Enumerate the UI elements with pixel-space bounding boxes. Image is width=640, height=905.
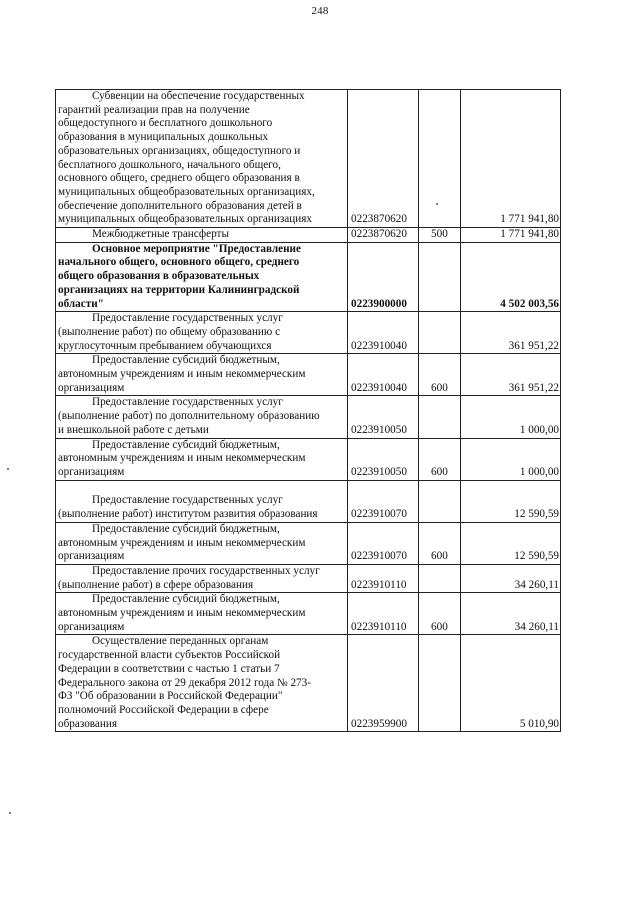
row-name bbox=[56, 522, 348, 564]
row-amount: 34 260,11 bbox=[461, 593, 561, 635]
row-name-line: Предоставление государственных услуг bbox=[92, 494, 283, 507]
row-name bbox=[56, 480, 348, 522]
row-expense-type: 600 bbox=[419, 354, 461, 396]
row-name-line: Предоставление субсидий бюджетным, bbox=[92, 438, 280, 451]
row-name-line: основного общего, среднего общего образования в bbox=[58, 172, 300, 185]
row-name bbox=[56, 396, 348, 438]
row-expense-type bbox=[419, 90, 461, 228]
row-name-line: начального общего, основного общего, среднего bbox=[58, 256, 300, 269]
row-name-line: (выполнение работ) по общему образованию с bbox=[58, 325, 281, 338]
row-name-line: (выполнение работ) по дополнительному образованию bbox=[58, 410, 320, 423]
budget-row bbox=[56, 228, 561, 243]
scan-speck bbox=[9, 812, 11, 814]
row-name-line: ФЗ "Об образовании в Российской Федерации" bbox=[58, 690, 283, 703]
row-name-line: муниципальных общеобразовательных организациях bbox=[58, 213, 312, 226]
row-name-line: Предоставление государственных услуг bbox=[92, 312, 283, 325]
row-name-line: Предоставление субсидий бюджетным, bbox=[92, 522, 280, 535]
row-expense-type: 600 bbox=[419, 522, 461, 564]
row-amount: 1 000,00 bbox=[461, 438, 561, 480]
row-name-line: организациям bbox=[58, 465, 125, 478]
row-name-line: автономным учреждениям и иным некоммерческим bbox=[58, 536, 306, 549]
row-amount: 12 590,59 bbox=[461, 522, 561, 564]
row-expense-type bbox=[419, 312, 461, 354]
row-name-line: гарантий реализации прав на получение bbox=[58, 103, 250, 116]
row-name-line: Федерального закона от 29 декабря 2012 года № 273- bbox=[58, 676, 311, 689]
scan-speck bbox=[436, 203, 438, 205]
row-name bbox=[56, 438, 348, 480]
row-name-line: (выполнение работ) институтом развития образования bbox=[58, 508, 318, 521]
budget-row bbox=[56, 354, 561, 396]
row-name-line: организациям bbox=[58, 550, 125, 563]
row-name-line: образования bbox=[58, 717, 118, 730]
row-name-line: организациях на территории Калининградской bbox=[58, 283, 300, 296]
row-expense-type: 600 bbox=[419, 593, 461, 635]
row-name-line: Федерации в соответствии с частью 1 статьи 7 bbox=[58, 662, 280, 675]
row-target-code: 0223910070 bbox=[348, 480, 419, 522]
row-name-line: Предоставление субсидий бюджетным, bbox=[92, 593, 280, 606]
row-name-line: (выполнение работ) в сфере образования bbox=[58, 578, 254, 591]
budget-table-body bbox=[56, 90, 561, 732]
budget-row bbox=[56, 522, 561, 564]
budget-table bbox=[55, 89, 561, 732]
row-name-line: Межбюджетные трансферты bbox=[92, 228, 229, 241]
row-amount: 4 502 003,56 bbox=[461, 242, 561, 312]
row-target-code: 0223910070 bbox=[348, 522, 419, 564]
row-name bbox=[56, 242, 348, 312]
row-name-line: организациям bbox=[58, 620, 125, 633]
budget-row bbox=[56, 242, 561, 312]
row-name bbox=[56, 635, 348, 732]
row-name-line: муниципальных общеобразовательных организациях, bbox=[58, 185, 315, 198]
row-name-line: Предоставление субсидий бюджетным, bbox=[92, 354, 280, 367]
budget-row bbox=[56, 90, 561, 228]
row-name-line: круглосуточным пребыванием обучающихся bbox=[58, 339, 272, 352]
row-name-line: государственной власти субъектов Российской bbox=[58, 649, 281, 662]
row-name-line: бесплатного дошкольного, начального общего, bbox=[58, 158, 281, 171]
row-target-code: 0223910110 bbox=[348, 564, 419, 592]
row-name bbox=[56, 228, 348, 243]
row-name-line: организациям bbox=[58, 381, 125, 394]
row-amount: 34 260,11 bbox=[461, 564, 561, 592]
row-target-code: 0223910110 bbox=[348, 593, 419, 635]
row-target-code: 0223870620 bbox=[348, 90, 419, 228]
budget-row bbox=[56, 635, 561, 732]
row-amount: 361 951,22 bbox=[461, 312, 561, 354]
row-amount: 361 951,22 bbox=[461, 354, 561, 396]
row-name bbox=[56, 312, 348, 354]
row-amount: 1 771 941,80 bbox=[461, 228, 561, 243]
row-amount: 12 590,59 bbox=[461, 480, 561, 522]
row-name-line: автономным учреждениям и иным некоммерческим bbox=[58, 368, 306, 381]
budget-row bbox=[56, 438, 561, 480]
row-name-line: образования в муниципальных дошкольных bbox=[58, 131, 269, 144]
row-name-line: полномочий Российской Федерации в сфере bbox=[58, 703, 269, 716]
row-amount: 5 010,90 bbox=[461, 635, 561, 732]
row-name bbox=[56, 593, 348, 635]
row-target-code: 0223900000 bbox=[348, 242, 419, 312]
row-name-line: автономным учреждениям и иным некоммерческим bbox=[58, 452, 306, 465]
row-name-line: общедоступного и бесплатного дошкольного bbox=[58, 117, 273, 130]
row-name-line: Основное мероприятие "Предоставление bbox=[92, 242, 301, 255]
row-name-line: Осуществление переданных органам bbox=[92, 635, 269, 648]
scan-speck bbox=[7, 468, 9, 470]
row-name bbox=[56, 90, 348, 228]
row-expense-type bbox=[419, 480, 461, 522]
row-name-line: общего образования в образовательных bbox=[58, 270, 260, 283]
row-expense-type bbox=[419, 242, 461, 312]
row-name-line: автономным учреждениям и иным некоммерческим bbox=[58, 607, 306, 620]
row-expense-type bbox=[419, 635, 461, 732]
row-expense-type: 600 bbox=[419, 438, 461, 480]
row-target-code: 0223870620 bbox=[348, 228, 419, 243]
row-name-line: и внешкольной работе с детьми bbox=[58, 423, 209, 436]
budget-row bbox=[56, 593, 561, 635]
row-target-code: 0223959900 bbox=[348, 635, 419, 732]
budget-row bbox=[56, 312, 561, 354]
row-name-line: Субвенции на обеспечение государственных bbox=[92, 90, 305, 102]
row-target-code: 0223910050 bbox=[348, 438, 419, 480]
row-expense-type bbox=[419, 396, 461, 438]
row-target-code: 0223910040 bbox=[348, 354, 419, 396]
row-name-line: области" bbox=[58, 297, 104, 310]
row-expense-type: 500 bbox=[419, 228, 461, 243]
row-amount: 1 000,00 bbox=[461, 396, 561, 438]
row-amount: 1 771 941,80 bbox=[461, 90, 561, 228]
budget-row bbox=[56, 396, 561, 438]
row-name-line: обеспечение дополнительного образования детей в bbox=[58, 199, 302, 212]
row-name-line: образовательных организациях, общедоступного и bbox=[58, 144, 301, 157]
row-name bbox=[56, 564, 348, 592]
row-name-line: Предоставление прочих государственных услуг bbox=[92, 564, 320, 577]
row-target-code: 0223910040 bbox=[348, 312, 419, 354]
budget-row bbox=[56, 480, 561, 522]
row-name-line: Предоставление государственных услуг bbox=[92, 396, 283, 409]
row-target-code: 0223910050 bbox=[348, 396, 419, 438]
row-name bbox=[56, 354, 348, 396]
row-expense-type bbox=[419, 564, 461, 592]
budget-row bbox=[56, 564, 561, 592]
page-number: 248 bbox=[311, 5, 329, 17]
row-name-line bbox=[58, 481, 345, 495]
